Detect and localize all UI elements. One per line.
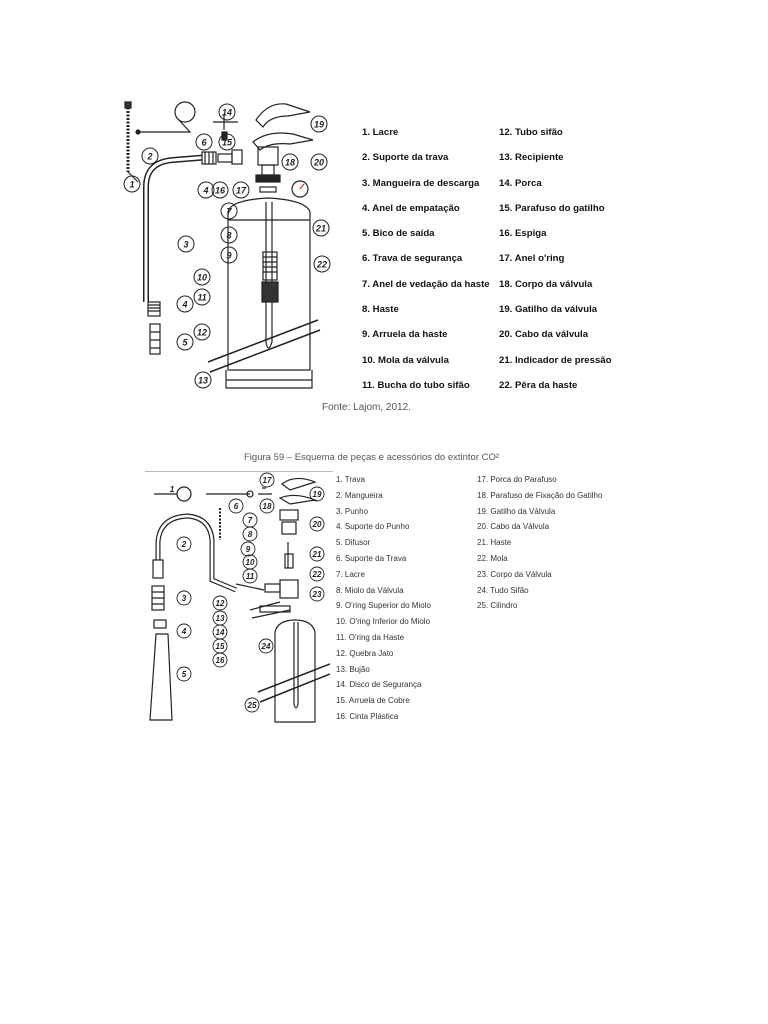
callout-2-22: 22 — [312, 570, 322, 579]
legend-item: 1. Trava — [336, 475, 365, 484]
callout-2-23: 23 — [312, 590, 322, 599]
callout-2-25: 25 — [247, 701, 257, 710]
legend-item: 22. Mola — [477, 553, 508, 563]
legend-item: 15. Arruela de Cobre — [336, 696, 410, 706]
legend-item: 19. Gatilho da Válvula — [477, 506, 556, 516]
diagram-2-title: Figura 59 – Esquema de peças e acessórios do extintor CO² — [244, 452, 500, 463]
callout-2-16: 16 — [215, 656, 225, 665]
callout-8: 8 — [226, 230, 232, 241]
callout-21: 21 — [315, 223, 327, 234]
legend-item: 9. Arruela da haste — [362, 329, 448, 341]
legend-1-right — [499, 127, 629, 405]
legend-item: 19. Gatilho da válvula — [499, 304, 598, 316]
callout-17: 17 — [235, 185, 247, 196]
callout-2-18: 18 — [262, 502, 272, 511]
legend-item: 14. Porca — [499, 177, 542, 189]
legend-item: 9. O'ring Superior do Miolo — [336, 601, 431, 611]
legend-item: 6. Trava de segurança — [362, 253, 463, 265]
diagram-1-source: Fonte: Lajom, 2012. — [322, 402, 411, 413]
legend-item: 12. Tubo sifão — [499, 127, 563, 138]
legend-item: 18. Parafuso de Fixação do Gatilho — [477, 490, 603, 500]
callout-7: 7 — [226, 206, 232, 217]
legend-item: 4. Suporte do Punho — [336, 522, 410, 532]
callout-2-19: 19 — [312, 490, 322, 499]
legend-item: 8. Miolo da Válvula — [336, 585, 404, 595]
callout-19: 19 — [313, 119, 325, 130]
callout-9: 9 — [226, 250, 232, 261]
callout-13: 13 — [197, 375, 209, 386]
callout-2-14: 14 — [215, 628, 225, 637]
diagram-2-drawing — [140, 472, 330, 727]
callout-2-6: 6 — [233, 502, 239, 511]
legend-item: 14. Disco de Segurança — [336, 680, 422, 690]
legend-item: 13. Bujão — [336, 664, 370, 674]
callout-2-10: 10 — [245, 558, 255, 567]
callout-2-12: 12 — [215, 599, 225, 608]
legend-item: 17. Anel o'ring — [499, 253, 565, 265]
callout-2-2: 2 — [181, 540, 187, 549]
callout-10: 10 — [196, 272, 208, 283]
legend-1-left — [362, 127, 502, 405]
callout-15: 15 — [221, 137, 233, 148]
callout-16: 16 — [214, 185, 226, 196]
legend-item: 2. Mangueira — [336, 490, 383, 500]
legend-item: 10. O'ring Inferior do Miolo — [336, 617, 431, 627]
callout-2-4: 4 — [181, 627, 187, 636]
callout-2: 2 — [147, 151, 153, 162]
legend-item: 7. Anel de vedação da haste — [362, 278, 490, 290]
callout-2-21: 21 — [312, 550, 322, 559]
legend-item: 21. Indicador de pressão — [499, 354, 612, 366]
legend-item: 13. Recipiente — [499, 152, 564, 164]
legend-item: 16. Espiga — [499, 228, 547, 240]
callout-5: 5 — [182, 337, 188, 348]
callout-2-15: 15 — [215, 642, 225, 651]
callout-18: 18 — [284, 157, 296, 168]
legend-2-left — [336, 475, 476, 728]
legend-item: 20. Cabo da válvula — [499, 329, 589, 341]
legend-item: 7. Lacre — [336, 569, 365, 579]
diagram-1-drawing — [118, 92, 343, 394]
callout-2-13: 13 — [215, 614, 225, 623]
callout-6: 6 — [201, 137, 207, 148]
callout-2-20: 20 — [312, 520, 322, 529]
callout-4b: 4 — [203, 185, 209, 196]
legend-item: 4. Anel de empatação — [362, 202, 460, 214]
callout-2-7: 7 — [247, 516, 253, 525]
legend-item: 23. Corpo da Válvula — [477, 569, 552, 579]
callout-3: 3 — [183, 239, 189, 250]
legend-item: 15. Parafuso do gatilho — [499, 202, 605, 214]
callout-14: 14 — [221, 107, 233, 118]
legend-2-right — [477, 475, 627, 617]
legend-item: 8. Haste — [362, 304, 399, 316]
callout-2-3: 3 — [181, 594, 187, 603]
legend-item: 6. Suporte da Trava — [336, 553, 407, 563]
legend-item: 24. Tudo Sifão — [477, 585, 529, 595]
callout-1: 1 — [129, 179, 135, 190]
callout-2-1: 1 — [169, 485, 175, 494]
callout-20: 20 — [313, 157, 325, 168]
legend-item: 3. Mangueira de descarga — [362, 177, 480, 189]
callout-2-17: 17 — [262, 476, 272, 485]
callout-22: 22 — [316, 259, 328, 270]
callout-2-9: 9 — [245, 545, 251, 554]
legend-item: 11. Bucha do tubo sifão — [362, 379, 470, 391]
callout-11: 11 — [197, 292, 207, 303]
legend-item: 22. Pêra da haste — [499, 379, 578, 391]
legend-item: 12. Quebra Jato — [336, 648, 394, 658]
legend-item: 5. Difusor — [336, 538, 371, 548]
callout-4a: 4 — [182, 299, 188, 310]
callout-2-8: 8 — [247, 530, 253, 539]
callout-2-11: 11 — [245, 572, 255, 581]
legend-item: 3. Punho — [336, 506, 369, 516]
callout-12: 12 — [196, 327, 208, 338]
legend-item: 1. Lacre — [362, 127, 399, 138]
legend-item: 11. O'ring da Haste — [336, 632, 405, 642]
legend-item: 25. Cilindro — [477, 601, 518, 611]
legend-item: 2. Suporte da trava — [362, 152, 449, 164]
legend-item: 18. Corpo da válvula — [499, 278, 593, 290]
callout-2-5: 5 — [181, 670, 187, 679]
legend-item: 21. Haste — [477, 538, 512, 548]
legend-item: 20. Cabo da Válvula — [477, 522, 550, 532]
callout-2-24: 24 — [261, 642, 271, 651]
legend-item: 10. Mola da válvula — [362, 354, 449, 366]
legend-item: 5. Bico de saída — [362, 228, 435, 240]
legend-item: 17. Porca do Parafuso — [477, 475, 557, 484]
legend-item: 16. Cinta Plástica — [336, 711, 399, 721]
